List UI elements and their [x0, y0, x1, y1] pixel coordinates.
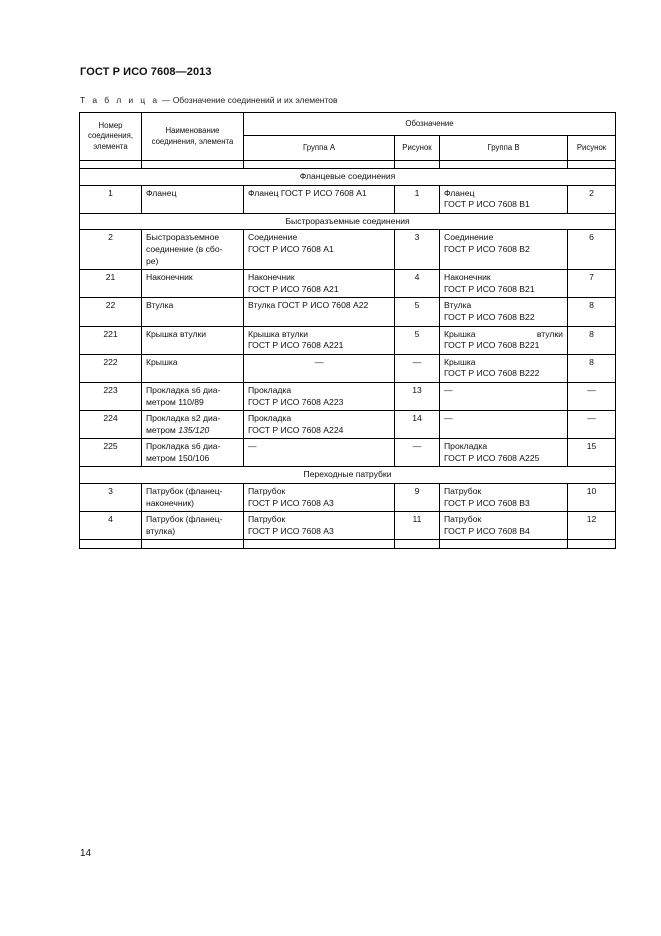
row-group-b: Крышка втулки ГОСТ Р ИСО 7608 В221 — [440, 326, 568, 354]
row-figure-b: 10 — [568, 484, 616, 512]
row-group-a: Соединение ГОСТ Р ИСО 7608 А1 — [244, 230, 395, 270]
row-number: 224 — [80, 411, 142, 439]
row-figure-b: — — [568, 411, 616, 439]
row-group-b: Соединение ГОСТ Р ИСО 7608 В2 — [440, 230, 568, 270]
header-group-b: Группа В — [440, 136, 568, 161]
row-group-a: Втулка ГОСТ Р ИСО 7608 А22 — [244, 298, 395, 326]
row-figure-b: 6 — [568, 230, 616, 270]
row-group-b: Фланец ГОСТ Р ИСО 7608 В1 — [440, 185, 568, 213]
row-name: Фланец — [142, 185, 244, 213]
row-figure-b: 15 — [568, 439, 616, 467]
header-figure-a: Рисунок — [395, 136, 440, 161]
row-group-a: — — [244, 439, 395, 467]
row-number: 4 — [80, 512, 142, 540]
table-row — [80, 270, 616, 298]
table-row — [80, 298, 616, 326]
row-name: Крышка втулки — [142, 326, 244, 354]
row-figure-a: 4 — [395, 270, 440, 298]
row-group-b: — — [440, 382, 568, 410]
section-flange: Фланцевые соединения — [80, 169, 616, 186]
section-quick: Быстроразъемные соединения — [80, 213, 616, 230]
row-figure-a: 3 — [395, 230, 440, 270]
row-group-a: Патрубок ГОСТ Р ИСО 7608 А3 — [244, 512, 395, 540]
row-number: 222 — [80, 354, 142, 382]
page-number: 14 — [80, 848, 92, 859]
row-figure-b: 8 — [568, 354, 616, 382]
table-row — [80, 512, 616, 540]
row-number: 1 — [80, 185, 142, 213]
row-number: 223 — [80, 382, 142, 410]
row-group-a: Патрубок ГОСТ Р ИСО 7608 А3 — [244, 484, 395, 512]
row-name: Наконечник — [142, 270, 244, 298]
row-group-a: Крышка втулки ГОСТ Р ИСО 7608 А221 — [244, 326, 395, 354]
row-name: Прокладка s2 диа- метром 135/120 — [142, 411, 244, 439]
row-number: 22 — [80, 298, 142, 326]
header-figure-b: Рисунок — [568, 136, 616, 161]
row-figure-a: 14 — [395, 411, 440, 439]
table-row — [80, 439, 616, 467]
row-figure-a: 9 — [395, 484, 440, 512]
row-group-b: Прокладка ГОСТ Р ИСО 7608 А225 — [440, 439, 568, 467]
row-group-b: Патрубок ГОСТ Р ИСО 7608 В3 — [440, 484, 568, 512]
row-figure-b: 12 — [568, 512, 616, 540]
table-row — [80, 354, 616, 382]
header-designation: Обозначение — [244, 113, 616, 136]
row-figure-a: — — [395, 354, 440, 382]
table-row — [80, 411, 616, 439]
row-number: 225 — [80, 439, 142, 467]
row-figure-a: 11 — [395, 512, 440, 540]
row-figure-a: 13 — [395, 382, 440, 410]
row-group-a: Прокладка ГОСТ Р ИСО 7608 А223 — [244, 382, 395, 410]
caption-text: — Обозначение соединений и их элементов — [159, 95, 338, 105]
row-name: Патрубок (фланец- наконечник) — [142, 484, 244, 512]
row-group-b: Наконечник ГОСТ Р ИСО 7608 В21 — [440, 270, 568, 298]
row-figure-a: 1 — [395, 185, 440, 213]
row-figure-b: — — [568, 382, 616, 410]
section-transition: Переходные патрубки — [80, 467, 616, 484]
row-figure-a: 5 — [395, 298, 440, 326]
row-figure-b: 7 — [568, 270, 616, 298]
row-group-a: Наконечник ГОСТ Р ИСО 7608 А21 — [244, 270, 395, 298]
row-group-b: Патрубок ГОСТ Р ИСО 7608 В4 — [440, 512, 568, 540]
row-number: 21 — [80, 270, 142, 298]
row-group-a: — — [244, 354, 395, 382]
header-name: Наименование соединения, элемента — [142, 113, 244, 161]
row-name: Прокладка s6 диа- метром 110/89 — [142, 382, 244, 410]
row-name: Прокладка s6 диа- метром 150/106 — [142, 439, 244, 467]
header-group-a: Группа А — [244, 136, 395, 161]
table-row — [80, 326, 616, 354]
row-figure-b: 2 — [568, 185, 616, 213]
row-group-b: Крышка ГОСТ Р ИСО 7608 В222 — [440, 354, 568, 382]
row-group-a: Прокладка ГОСТ Р ИСО 7608 А224 — [244, 411, 395, 439]
row-number: 3 — [80, 484, 142, 512]
row-group-b: Втулка ГОСТ Р ИСО 7608 В22 — [440, 298, 568, 326]
row-name: Патрубок (фланец- втулка) — [142, 512, 244, 540]
row-number: 221 — [80, 326, 142, 354]
row-figure-b: 8 — [568, 298, 616, 326]
table-row — [80, 185, 616, 213]
designation-table — [79, 112, 616, 549]
table-row — [80, 382, 616, 410]
table-caption — [80, 95, 338, 105]
row-name: Быстроразъемное соединение (в сбо- ре) — [142, 230, 244, 270]
table-row — [80, 484, 616, 512]
row-figure-a: 5 — [395, 326, 440, 354]
row-name: Крышка — [142, 354, 244, 382]
caption-prefix: Т а б л и ц а — [80, 95, 160, 105]
row-number: 2 — [80, 230, 142, 270]
table-row — [80, 230, 616, 270]
row-name: Втулка — [142, 298, 244, 326]
row-figure-b: 8 — [568, 326, 616, 354]
header-number: Номер соединения, элемента — [80, 113, 142, 161]
row-figure-a: — — [395, 439, 440, 467]
row-group-a: Фланец ГОСТ Р ИСО 7608 А1 — [244, 185, 395, 213]
row-group-b: — — [440, 411, 568, 439]
document-title: ГОСТ Р ИСО 7608—2013 — [80, 66, 212, 78]
